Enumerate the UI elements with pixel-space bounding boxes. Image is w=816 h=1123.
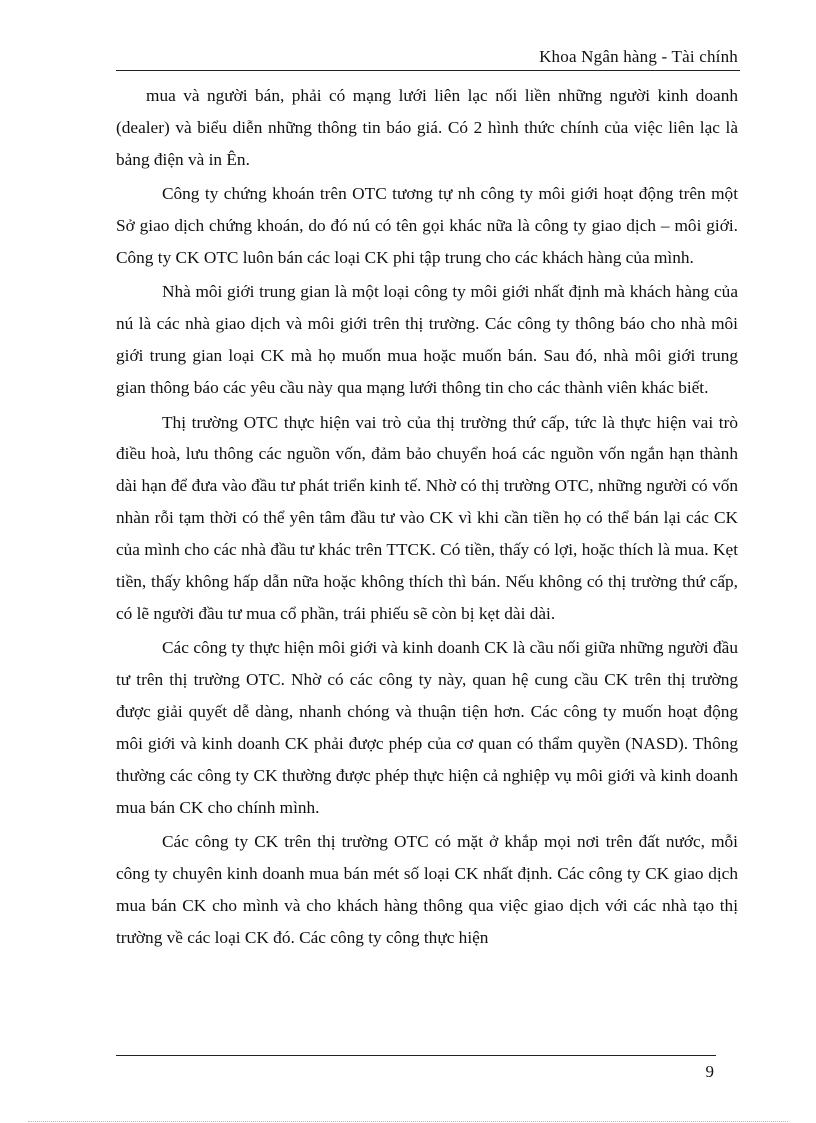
paragraph: Nhà môi giới trung gian là một loại công ty môi giới nhất định mà khách hàng của nú là các nhà giao dịch và môi giới trên thị trường. Các công ty thông báo cho nhà môi giới trung gian loại CK mà họ muốn mua hoặc muốn bán. Sau đó, nhà môi giới trung gian thông báo các yêu cầu này qua mạng lưới thông tin cho các thành viên khác biết. (116, 282, 738, 398)
page-edge-divider (28, 1121, 788, 1122)
footer-divider (116, 1055, 716, 1056)
paragraph: Công ty chứng khoán trên OTC tương tự nh công ty môi giới hoạt động trên một Sở giao dịch chứng khoán, do đó nú có tên gọi khác nữa là công ty giao dịch – môi giới. Công ty CK OTC luôn bán các loại CK phi tập trung cho các khách hàng của mình. (116, 184, 738, 268)
document-body (116, 80, 738, 956)
paragraph: Các công ty thực hiện môi giới và kinh doanh CK là cầu nối giữa những người đầu tư trên thị trường OTC. Nhờ có các công ty này, quan hệ cung cầu CK trên thị trường được giải quyết dễ dàng, nhanh chóng và thuận tiện hơn. Các công ty muốn hoạt động môi giới và kinh doanh CK phải được phép của cơ quan có thẩm quyền (NASD). Thông thường các công ty CK thường được phép thực hiện cả nghiệp vụ môi giới và kinh doanh mua bán CK cho chính mình. (116, 638, 738, 817)
page-header: Khoa Ngân hàng - Tài chính (539, 47, 738, 66)
paragraph: Thị trường OTC thực hiện vai trò của thị trường thứ cấp, tức là thực hiện vai trò điều hoà, lưu thông các nguồn vốn, đảm bảo chuyển hoá các nguồn vốn ngắn hạn thành dài hạn để đưa vào đầu tư phát triển kinh tế. Nhờ có thị trường OTC, những người có vốn nhàn rỗi tạm thời có thể yên tâm đầu tư vào CK vì khi cần tiền họ có thể bán lại các CK của mình cho các nhà đầu tư khác trên TTCK. Có tiền, thấy có lợi, hoặc thích là mua. Kẹt tiền, thấy không hấp dẫn nữa hoặc không thích thì bán. Nếu không có thị trường thứ cấp, có lẽ người đầu tư mua cổ phần, trái phiếu sẽ còn bị kẹt dài dài. (116, 412, 738, 623)
page-number: 9 (705, 1062, 714, 1081)
paragraph: mua và người bán, phải có mạng lưới liên lạc nối liền những người kinh doanh (dealer) và biểu diễn những thông tin báo giá. Có 2 hình thức chính của việc liên lạc là bảng điện và in Ên. (116, 86, 738, 169)
paragraph: Các công ty CK trên thị trường OTC có mặt ở khắp mọi nơi trên đất nước, mỗi công ty chuyên kinh doanh mua bán mét số loại CK nhất định. Các công ty CK giao dịch mua bán CK cho mình và cho khách hàng thông qua việc giao dịch với các nhà tạo thị trường về các loại CK đó. Các công ty công thực hiện (116, 832, 738, 948)
header-divider (116, 70, 740, 71)
